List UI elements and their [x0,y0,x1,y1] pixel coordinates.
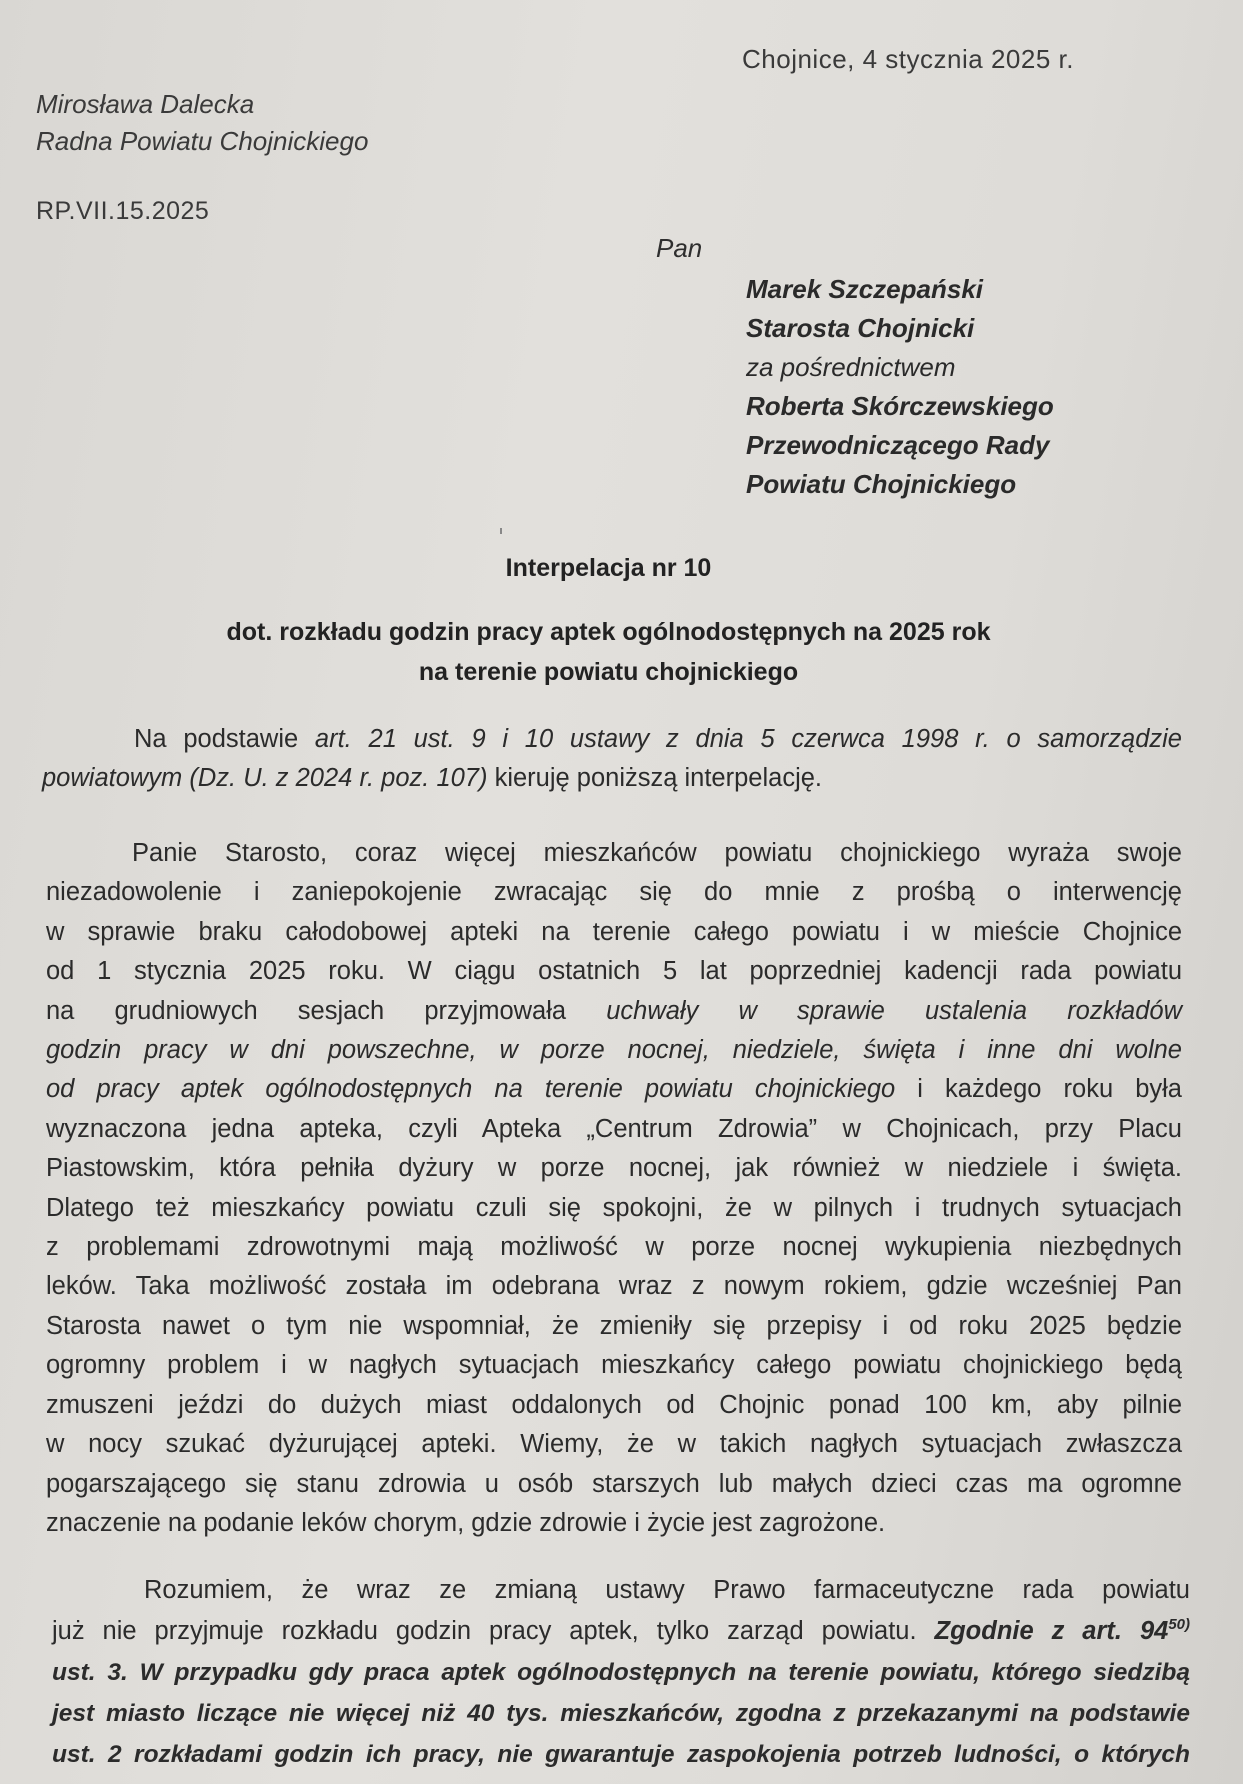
body-line: na grudniowych sesjach przyjmowała uchwały w sprawie ustalenia rozkładów [46,996,1182,1025]
body-line: Panie Starosto, coraz więcej mieszkańców powiatu chojnickiego wyraża swoje [132,839,1182,867]
recipient-name: Marek Szczepański [746,274,984,304]
body-line: w sprawie braku całodobowej apteki na terenie całego powiatu i w mieście Chojnice [46,917,1182,946]
recipient-salutation: Pan [656,233,703,263]
footnote-ref: 50) [1168,1616,1190,1633]
body-line: wyznaczona jedna apteka, czyli Apteka „Centrum Zdrowia” w Chojnicach, przy Placu [46,1114,1182,1143]
via-title-2: Powiatu Chojnickiego [746,469,1017,499]
body-line: niezadowolenie i zaniepokojenie zwracając się do mnie z prośbą o interwencję [46,878,1182,907]
paper-mark [500,528,502,534]
place-date: Chojnice, 4 stycznia 2025 r. [742,44,1074,74]
body-line: Rozumiem, że wraz ze zmianą ustawy Prawo farmaceutyczne rada powiatu [144,1576,1190,1604]
recipient-title: Starosta Chojnicki [746,313,975,343]
paragraph-main [46,834,1182,1543]
body-line: leków. Taka możliwość została im odebrana wraz z nowym rokiem, gdzie wcześniej Pan [46,1272,1182,1301]
sender-name: Mirosława Dalecka [36,89,255,119]
recipient-block [746,270,1054,504]
body-line: ust. 3. W przypadku gdy praca aptek ogólnodostępnych na terenie powiatu, którego siedzibą [52,1659,1190,1686]
body-line: znaczenie na podanie leków chorym, gdzie zdrowie i życie jest zagrożone. [46,1508,886,1537]
body-line: Starosta nawet o tym nie wspomniał, że zmieniły się przepisy i od roku 2025 będzie [46,1311,1182,1340]
body-line: pogarszającego się stanu zdrowia u osób starszych lub małych dzieci czas ma ogromne [46,1469,1182,1498]
body-line: z problemami zdrowotnymi mają możliwość w porze nocnej wykupienia niezbędnych [46,1233,1182,1262]
sender-block [36,86,368,160]
body-line: ust. 2 rozkładami godzin ich pracy, nie gwarantuje zaspokojenia potrzeb ludności, o których [52,1741,1190,1768]
reference-number: RP.VII.15.2025 [36,197,210,225]
body-line: od pracy aptek ogólnodostępnych na terenie powiatu chojnickiego i każdego roku była [46,1075,1182,1104]
body-line: ogromny problem i w nagłych sytuacjach mieszkańcy całego powiatu chojnickiego będą [46,1351,1182,1380]
sender-title: Radna Powiatu Chojnickiego [36,126,369,156]
via-title-1: Przewodniczącego Rady [746,430,1050,460]
body-line: godzin pracy w dni powszechne, w porze nocnej, niedziele, święta i inne dni wolne [46,1036,1182,1065]
subject-line-1: dot. rozkładu godzin pracy aptek ogólnodostępnych na 2025 rok [226,618,991,646]
recipient-via: za pośrednictwem [746,352,956,382]
body-line: w nocy szukać dyżurującej apteki. Wiemy, że w takich nagłych sytuacjach zwłaszcza [46,1430,1182,1459]
paragraph-legal-basis [42,720,1182,798]
paragraph-legal-change [52,1570,1190,1775]
body-line: Piastowskim, która pełniła dyżury w porze nocnej, jak również w niedziele i święta. [46,1154,1182,1183]
document-subject [0,612,1217,692]
body-line: powiatowym (Dz. U. z 2024 r. poz. 107) kieruję poniższą interpelację. [42,764,822,793]
via-name: Roberta Skórczewskiego [746,391,1054,421]
body-line: jest miasto liczące nie więcej niż 40 tys. mieszkańców, zgodna z przekazanymi na podstawie [52,1700,1190,1727]
body-line: od 1 stycznia 2025 roku. W ciągu ostatnich 5 lat poprzedniej kadencji rada powiatu [46,957,1182,986]
body-line: już nie przyjmuje rozkładu godzin pracy aptek, tylko zarząd powiatu. Zgodnie z art. 94$^{50)}$ [52,1616,1190,1645]
body-line: Na podstawie art. 21 ust. 9 i 10 ustawy z dnia 5 czerwca 1998 r. o samorządzie [134,725,1182,753]
body-line: zmuszeni jeździ do dużych miast oddalonych od Chojnic ponad 100 km, aby pilnie [46,1390,1182,1419]
subject-line-2: na terenie powiatu chojnickiego [418,658,799,686]
document-heading: Interpelacja nr 10 [505,554,712,582]
body-line: Dlatego też mieszkańcy powiatu czuli się spokojni, że w pilnych i trudnych sytuacjach [46,1193,1182,1222]
